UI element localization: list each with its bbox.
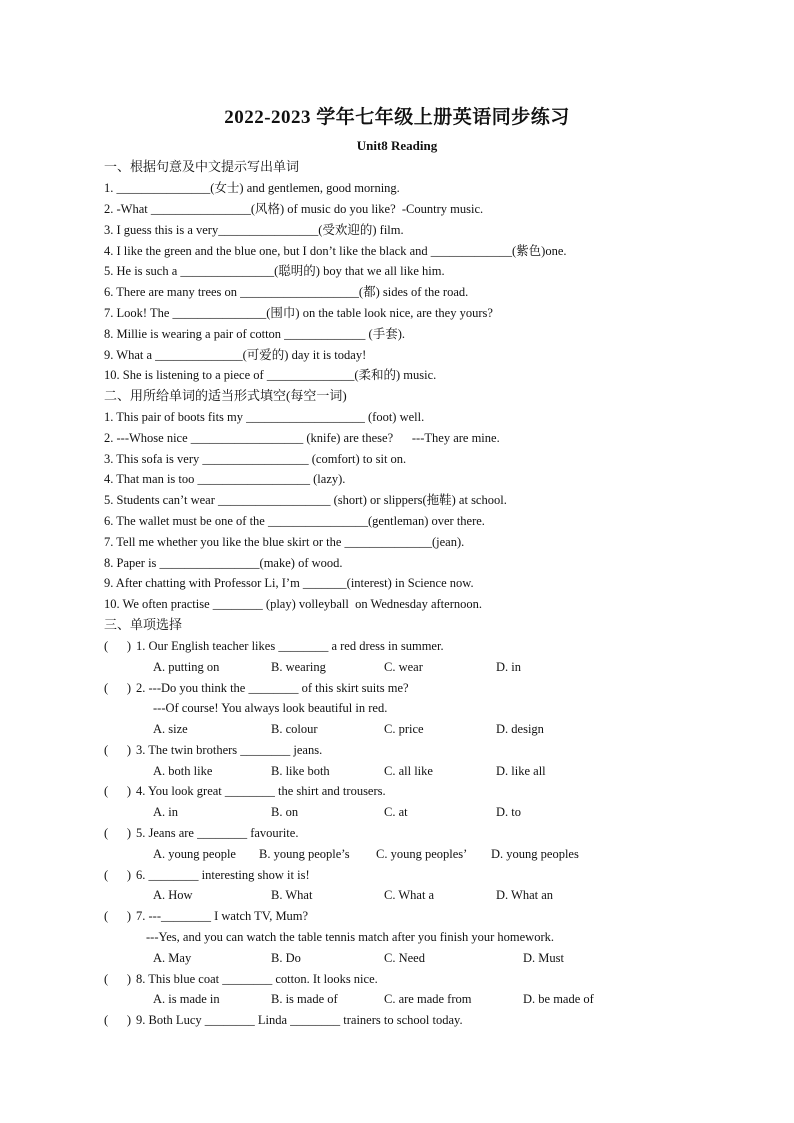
mc-option: D. to [496, 805, 521, 819]
mc-option: B. wearing [271, 660, 326, 674]
s1-item-7: 7. Look! The _______________(围巾) on the table look nice, are they yours? [104, 306, 493, 320]
section-2-heading: 二、用所给单词的适当形式填空(每空一词) [104, 388, 347, 403]
s2-item-7: 7. Tell me whether you like the blue skirt or the ______________(jean). [104, 535, 465, 549]
mc-option: A. May [153, 951, 192, 965]
s1-item-3: 3. I guess this is a very________________(受欢迎的) film. [104, 223, 404, 237]
mc-option: A. young people [153, 847, 236, 861]
mc-question-3: 3. The twin brothers ________ jeans. [136, 743, 323, 757]
mc-option: D. Must [523, 951, 564, 965]
mc-option: B. like both [271, 764, 330, 778]
mc-question-2: 2. ---Do you think the ________ of this skirt suits me? [136, 681, 409, 695]
mc-question-8: 8. This blue coat ________ cotton. It looks nice. [136, 972, 378, 986]
mc-option: A. is made in [153, 992, 220, 1006]
s1-item-8: 8. Millie is wearing a pair of cotton _____________ (手套). [104, 327, 405, 341]
mc-option: C. young peoples’ [376, 847, 468, 861]
answer-bracket: ( ) [104, 784, 132, 798]
mc-option: A. both like [153, 764, 213, 778]
page-subtitle: Unit8 Reading [356, 138, 438, 153]
mc-option: D. What an [496, 888, 554, 902]
mc-question-9: 9. Both Lucy ________ Linda ________ trainers to school today. [136, 1013, 463, 1027]
s2-item-2: 2. ---Whose nice __________________ (knife) are these? ---They are mine. [104, 431, 500, 445]
mc-option: D. design [496, 722, 544, 736]
mc-option: C. price [384, 722, 424, 736]
s1-item-6: 6. There are many trees on ___________________(都) sides of the road. [104, 285, 469, 299]
s2-item-1: 1. This pair of boots fits my ___________________ (foot) well. [104, 410, 425, 424]
s1-item-9: 9. What a ______________(可爱的) day it is today! [104, 348, 367, 362]
mc-question-2-reply: ---Of course! You always look beautiful in red. [153, 701, 388, 715]
mc-option: B. colour [271, 722, 318, 736]
mc-option: B. What [271, 888, 313, 902]
mc-option: D. young peoples [491, 847, 579, 861]
s2-item-3: 3. This sofa is very _________________ (comfort) to sit on. [104, 452, 407, 466]
mc-option: D. like all [496, 764, 546, 778]
s1-item-5: 5. He is such a _______________(聪明的) boy that we all like him. [104, 264, 445, 278]
mc-question-7: 7. ---________ I watch TV, Mum? [136, 909, 309, 923]
answer-bracket: ( ) [104, 826, 132, 840]
s2-item-10: 10. We often practise ________ (play) volleyball on Wednesday afternoon. [104, 597, 482, 611]
mc-option: A. How [153, 888, 193, 902]
mc-option: B. young people’s [259, 847, 350, 861]
s1-item-4: 4. I like the green and the blue one, but I don’t like the black and _____________(紫色)one. [104, 244, 567, 258]
mc-option: C. all like [384, 764, 433, 778]
mc-option: B. Do [271, 951, 301, 965]
s2-item-9: 9. After chatting with Professor Li, I’m _______(interest) in Science now. [104, 576, 474, 590]
mc-option: C. Need [384, 951, 425, 965]
mc-option: C. What a [384, 888, 435, 902]
mc-option: A. putting on [153, 660, 220, 674]
page-title: 2022-2023 学年七年级上册英语同步练习 [224, 107, 570, 128]
mc-option: D. be made of [523, 992, 594, 1006]
mc-option: C. at [384, 805, 408, 819]
mc-option: A. size [153, 722, 188, 736]
mc-option: C. are made from [384, 992, 472, 1006]
answer-bracket: ( ) [104, 909, 132, 923]
s2-item-8: 8. Paper is ________________(make) of wood. [104, 556, 343, 570]
mc-option: C. wear [384, 660, 423, 674]
s1-item-1: 1. _______________(女士) and gentlemen, good morning. [104, 181, 400, 195]
section-1-heading: 一、根据句意及中文提示写出单词 [104, 159, 300, 174]
mc-question-4: 4. You look great ________ the shirt and trousers. [136, 784, 386, 798]
answer-bracket: ( ) [104, 743, 132, 757]
s2-item-4: 4. That man is too __________________ (lazy). [104, 472, 346, 486]
answer-bracket: ( ) [104, 639, 132, 653]
answer-bracket: ( ) [104, 972, 132, 986]
mc-question-1: 1. Our English teacher likes ________ a red dress in summer. [136, 639, 444, 653]
s1-item-10: 10. She is listening to a piece of ______________(柔和的) music. [104, 368, 437, 382]
mc-option: D. in [496, 660, 521, 674]
mc-question-6: 6. ________ interesting show it is! [136, 868, 310, 882]
mc-question-5: 5. Jeans are ________ favourite. [136, 826, 299, 840]
mc-question-7-reply: ---Yes, and you can watch the table tennis match after you finish your homework. [146, 930, 554, 944]
s1-item-2: 2. -What ________________(风格) of music do you like? -Country music. [104, 202, 484, 216]
answer-bracket: ( ) [104, 868, 132, 882]
mc-option: B. on [271, 805, 299, 819]
s2-item-5: 5. Students can’t wear __________________ (short) or slippers(拖鞋) at school. [104, 493, 507, 507]
answer-bracket: ( ) [104, 1013, 132, 1027]
mc-option: A. in [153, 805, 178, 819]
answer-bracket: ( ) [104, 681, 132, 695]
section-3-heading: 三、单项选择 [104, 617, 183, 632]
mc-option: B. is made of [271, 992, 338, 1006]
s2-item-6: 6. The wallet must be one of the ________________(gentleman) over there. [104, 514, 485, 528]
